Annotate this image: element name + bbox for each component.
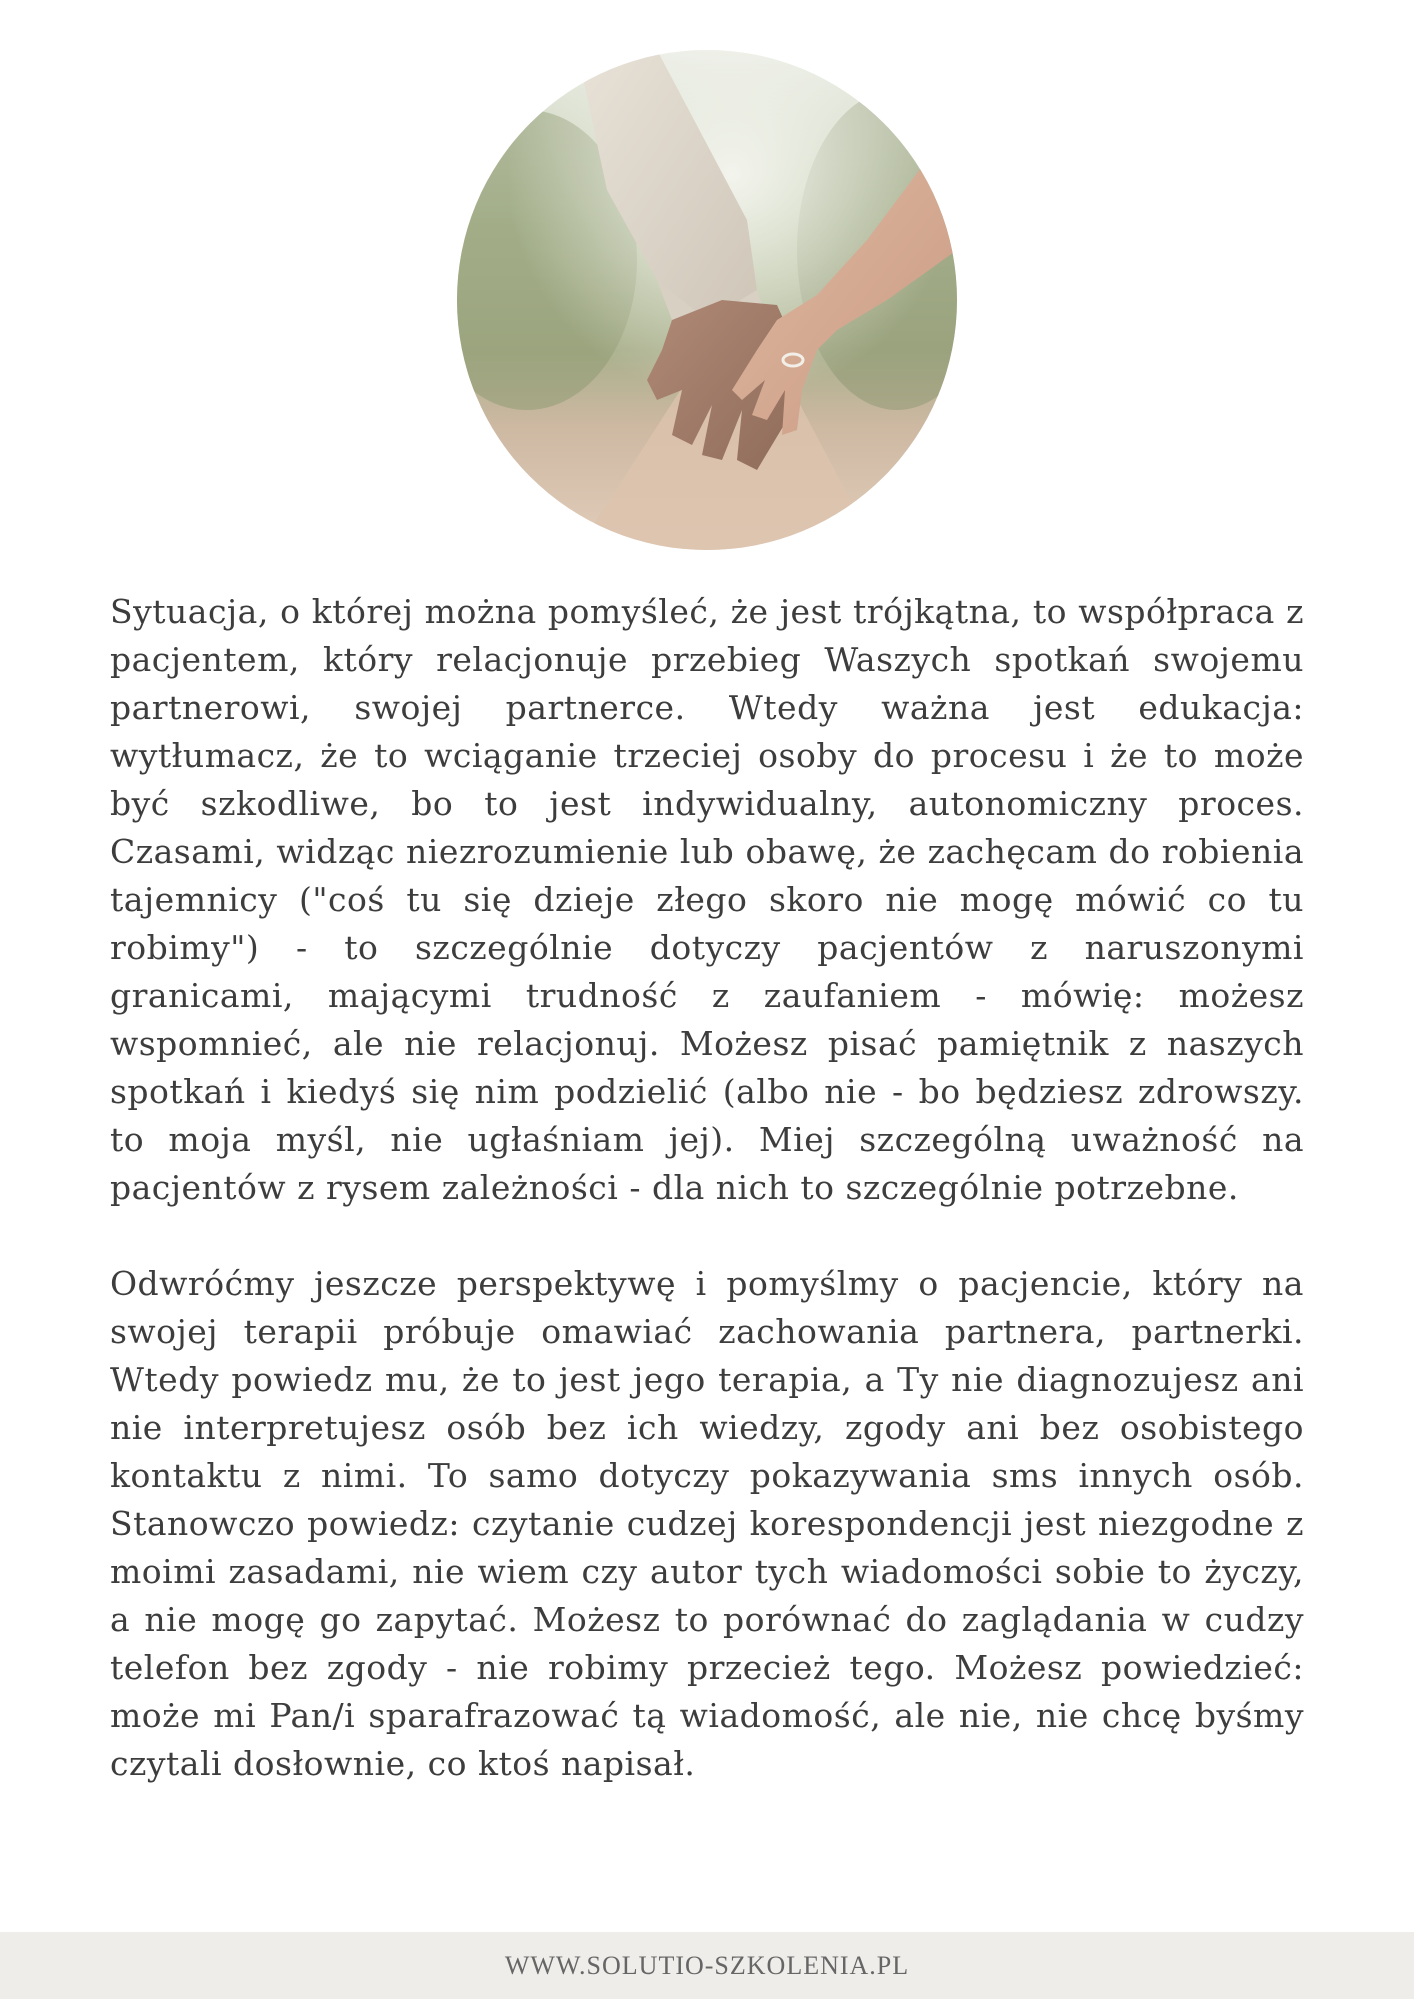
paragraph-reverse-perspective: Odwróćmy jeszcze perspektywę i pomyślmy o pacjencie, który na swojej terapii próbuje omawiać zachowania partnera, partnerki. Wtedy powiedz mu, że to jest jego terapia, a Ty nie diagnozujesz ani nie interpretujesz osób bez ich wiedzy, zgody ani bez osobistego kontaktu z nimi. To samo dotyczy pokazywania sms innych osób. Stanowczo powiedz: czytanie cudzej korespondencji jest niezgodne z moimi zasadami, nie wiem czy autor tych wiadomości sobie to życzy, a nie mogę go zapytać. Możesz to porównać do zaglądania w cudzy telefon bez zgody - nie robimy przecież tego. Możesz powiedzieć: może mi Pan/i sparafrazować tą wiadomość, ale nie, nie chcę byśmy czytali dosłownie, co ktoś napisał. <box>110 1264 1304 1783</box>
article-body <box>110 588 1304 1788</box>
footer-bar <box>0 1932 1414 1999</box>
paragraph-triangular-situation: Sytuacja, o której można pomyśleć, że jest trójkątna, to współpraca z pacjentem, który relacjonuje przebieg Waszych spotkań swojemu partnerowi, swojej partnerce. Wtedy ważna jest edukacja: wytłumacz, że to wciąganie trzeciej osoby do procesu i że to może być szkodliwe, bo to jest indywidualny, autonomiczny proces. Czasami, widząc niezrozumienie lub obawę, że zachęcam do robienia tajemnicy ("coś tu się dzieje złego skoro nie mogę mówić co tu robimy") - to szczególnie dotyczy pacjentów z naruszonymi granicami, mającymi trudność z zaufaniem - mówię: możesz wspomnieć, ale nie relacjonuj. Możesz pisać pamiętnik z naszych spotkań i kiedyś się nim podzielić (albo nie - bo będziesz zdrowszy. to moja myśl, nie ugłaśniam jej). Miej szczególną uważność na pacjentów z rysem zależności - dla nich to szczególnie potrzebne. <box>110 592 1304 1207</box>
footer-website-url[interactable]: WWW.SOLUTIO-SZKOLENIA.PL <box>504 1950 910 1980</box>
holding-hands-illustration <box>457 50 957 550</box>
holding-hands-photo <box>457 50 957 550</box>
